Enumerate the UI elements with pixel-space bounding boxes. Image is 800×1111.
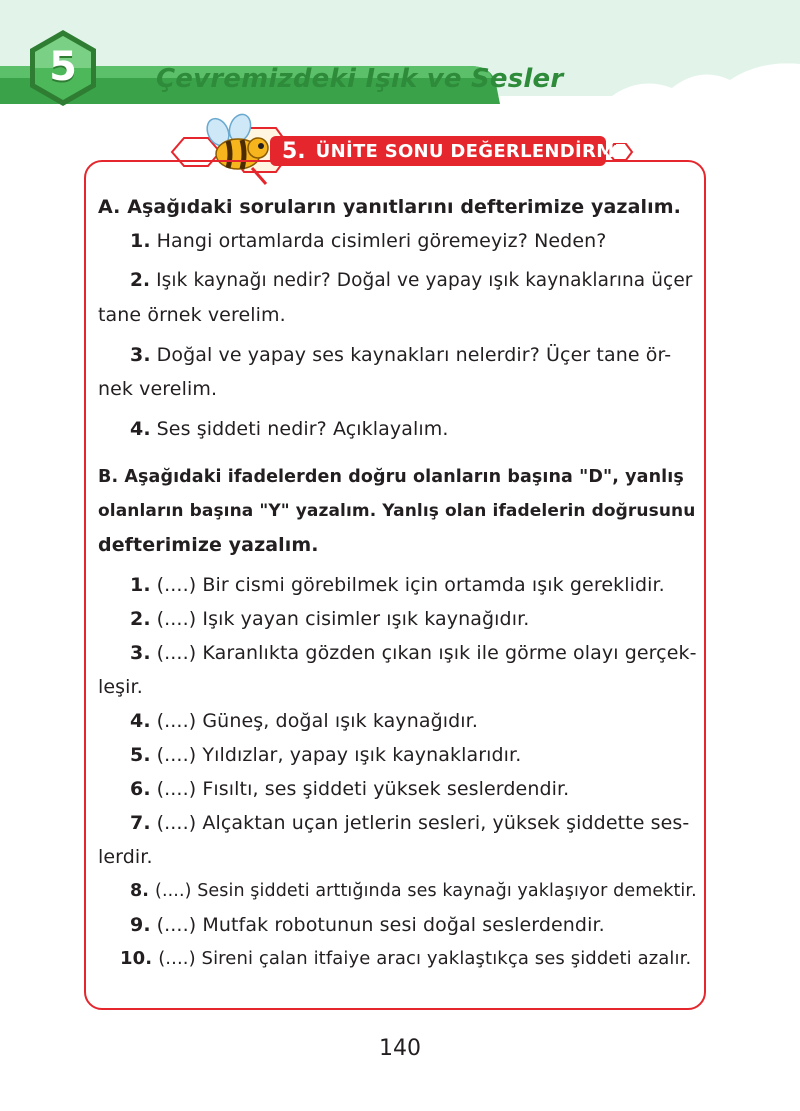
section-a-question [98, 264, 698, 332]
item-text: (....) Bir cismi görebilmek için ortamda ışık gereklidir. [156, 574, 665, 596]
section-a-question [98, 412, 698, 446]
item-text: (....) Alçaktan uçan jetlerin sesleri, yüksek şiddette ses- [156, 812, 690, 834]
item-text: (....) Işık yayan cisimler ışık kaynağıdır. [156, 608, 530, 630]
section-b-instruction-line: B. Aşağıdaki ifadelerden doğru olanların başına "D", yanlış [98, 467, 684, 487]
question-text-cont: nek verelim. [98, 378, 218, 400]
question-number: 2. [130, 270, 151, 291]
section-a-question [98, 338, 698, 406]
question-number: 4. [130, 418, 151, 440]
page-number: 140 [379, 1036, 421, 1061]
section-b-instruction-line: olanların başına "Y" yazalım. Yanlış olan ifadelerin doğrusunu [98, 501, 696, 521]
question-text: Işık kaynağı nedir? Doğal ve yapay ışık kaynaklarına üçer [156, 270, 693, 291]
item-number: 2. [130, 608, 151, 630]
item-text: (....) Sireni çalan itfaiye aracı yaklaştıkça ses şiddeti azalır. [158, 948, 692, 969]
true-false-item [98, 738, 698, 772]
header-background [0, 0, 800, 120]
section-a-question [98, 224, 698, 258]
item-text: (....) Mutfak robotunun sesi doğal seslerdendir. [156, 914, 605, 936]
question-text-cont: tane örnek verelim. [98, 304, 286, 326]
question-number: 1. [130, 230, 151, 252]
chapter-title: Çevremizdeki Işık ve Sesler [156, 64, 564, 94]
assessment-content [98, 190, 698, 976]
true-false-item [98, 636, 698, 704]
true-false-item [98, 806, 698, 874]
true-false-item [98, 942, 698, 976]
item-text: (....) Güneş, doğal ışık kaynağıdır. [156, 710, 478, 732]
chapter-header [0, 0, 800, 120]
question-text: Ses şiddeti nedir? Açıklayalım. [156, 418, 449, 440]
banner-number: 5. [282, 138, 306, 164]
true-false-item [98, 908, 698, 942]
section-a-instruction: A. Aşağıdaki soruların yanıtlarını defterimize yazalım. [98, 196, 681, 218]
true-false-item [98, 704, 698, 738]
item-text: (....) Fısıltı, ses şiddeti yüksek seslerdendir. [156, 778, 570, 800]
item-number: 5. [130, 744, 151, 766]
true-false-item [98, 874, 698, 908]
true-false-item [98, 568, 698, 602]
item-text-cont: lerdir. [98, 846, 153, 868]
item-number: 1. [130, 574, 151, 596]
item-number: 9. [130, 914, 151, 936]
item-number: 6. [130, 778, 151, 800]
chapter-number: 5 [49, 44, 77, 90]
item-number: 7. [130, 812, 151, 834]
item-text: (....) Sesin şiddeti arttığında ses kaynağı yaklaşıyor demektir. [155, 881, 697, 901]
true-false-item [98, 772, 698, 806]
item-number: 10. [120, 948, 153, 969]
item-text-cont: leşir. [98, 676, 143, 698]
item-text: (....) Karanlıkta gözden çıkan ışık ile görme olayı gerçek- [156, 642, 697, 664]
item-number: 3. [130, 642, 151, 664]
question-text: Hangi ortamlarda cisimleri göremeyiz? Neden? [156, 230, 607, 252]
item-number: 4. [130, 710, 151, 732]
true-false-item [98, 602, 698, 636]
question-number: 3. [130, 344, 151, 366]
section-b-instruction-line: defterimize yazalım. [98, 534, 319, 556]
item-number: 8. [130, 881, 150, 901]
item-text: (....) Yıldızlar, yapay ışık kaynaklarıdır. [156, 744, 522, 766]
banner-title: ÜNİTE SONU DEĞERLENDİRME [315, 140, 628, 162]
question-text: Doğal ve yapay ses kaynakları nelerdir? Üçer tane ör- [156, 344, 672, 366]
